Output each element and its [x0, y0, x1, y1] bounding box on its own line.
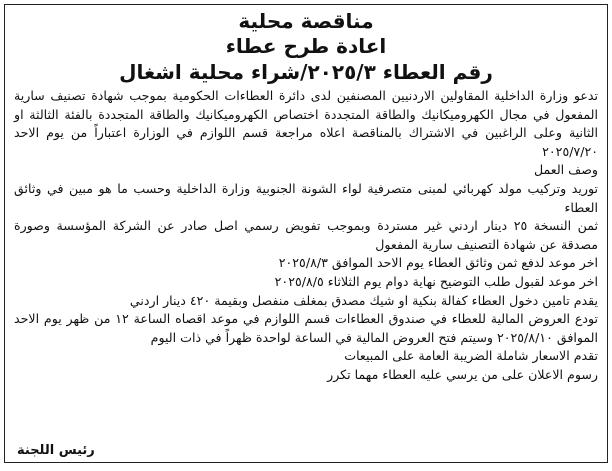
paragraph-submission: تودع العروض المالية للعطاء في صندوق العطاءات قسم اللوازم في موعد اقصاه الساعة ١٢ من ظهر يوم الاحد الموافق ٢٠٢٥/٨/١٠ وسيتم فتح العروض المالية في الساعة لواحدة ظهراً في ذات اليوم	[14, 311, 598, 345]
paragraph-clarification-deadline: اخر موعد لقبول طلب التوضيح نهاية دوام يوم الثلاثاء ٢٠٢٥/٨/٥	[274, 273, 598, 289]
paragraph-work-description: توريد وتركيب مولد كهربائي لمبنى متصرفية لواء الشونة الجنوبية وزارة الداخلية وحسب ما هو مبين في وثائق العطاء	[14, 180, 598, 215]
paragraph-work-description-heading: وصف العمل	[533, 162, 598, 178]
committee-signature: رئيس اللجنة	[17, 443, 95, 458]
paragraph-ad-fees: رسوم الاعلان على من يرسي عليه العطاء مهما تكرر	[327, 366, 598, 382]
tender-notice	[4, 4, 608, 463]
paragraph-payment-deadline: اخر موعد لدفع ثمن وثائق العطاء يوم الاحد الموافق ٢٠٢٥/٨/٣	[278, 255, 598, 271]
notice-subtitle: اعادة طرح عطاء	[225, 34, 387, 58]
paragraph-tax: تقدم الاسعار شاملة الضريبة العامة على المبيعات	[344, 348, 598, 364]
notice-title: مناقصة محلية	[238, 9, 374, 33]
tender-number: رقم العطاء ٢٠٢٥/٣/شراء محلية اشغال	[119, 60, 493, 84]
paragraph-copy-price: ثمن النسخة ٢٥ دينار اردني غير مستردة وبموجب تفويض رسمي اصل صادر عن الشركة المؤسسة وصورة مصدقة عن شهادة التصنيف سارية المفعول	[14, 218, 599, 252]
notice-body	[14, 87, 598, 385]
notice-header	[14, 8, 598, 85]
paragraph-invitation: تدعو وزارة الداخلية المقاولين الاردنيين المصنفين لدى دائرة العطاءات الحكومية بموجب شهادة تصنيف سارية المفعول في مجال الكهروميكانيك والطاقة المتجددة اختصاص الكهروميكانيك والطاقة المتجددة بالفئة الثالثة او الثانية وعلى الراغبين في الاشتراك بالمناقصة اعلاه مراجعة قسم اللوازم في الوزارة اعتباراً من يوم الاحد ٢٠٢٥/٧/٢٠	[14, 88, 598, 159]
paragraph-bid-bond: يقدم تامين دخول العطاء كفالة بنكية او شيك مصدق بمغلف منفصل وبقيمة ٤٢٠ دينار اردني	[129, 292, 598, 308]
